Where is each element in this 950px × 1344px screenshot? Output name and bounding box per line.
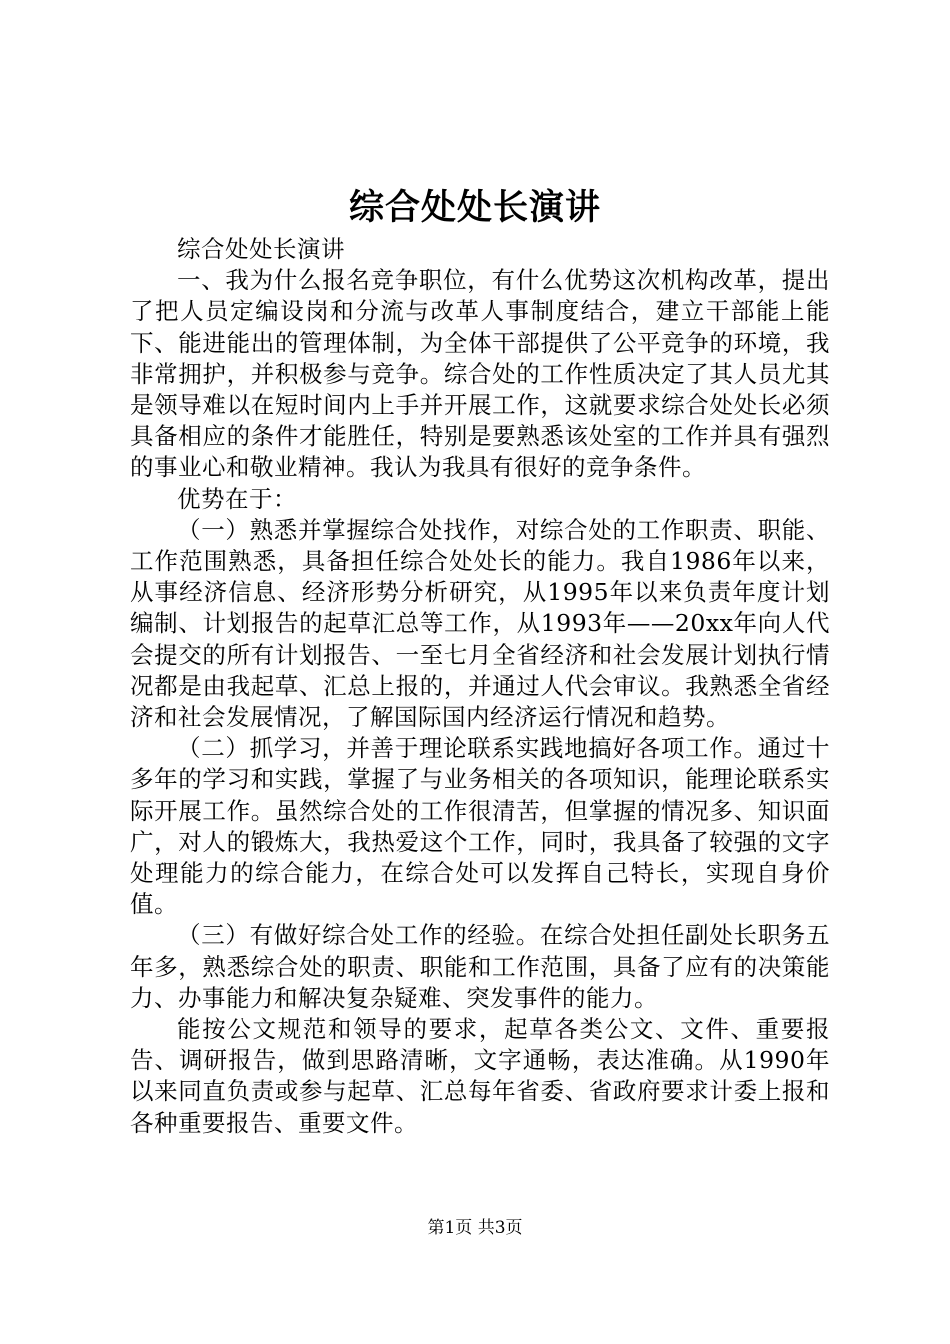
- paragraph-advantage-3: （三）有做好综合处工作的经验。在综合处担任副处长职务五年多，熟悉综合处的职责、职能和工作范围，具备了应有的决策能力、办事能力和解决复杂疑难、突发事件的能力。: [130, 921, 830, 1012]
- paragraph-subtitle: 综合处处长演讲: [177, 235, 345, 263]
- document-body: [130, 234, 830, 1139]
- page-footer: 第1页 共3页: [427, 1218, 523, 1238]
- paragraph-advantages-heading: 优势在于：: [177, 484, 297, 513]
- document-title: 综合处处长演讲: [348, 187, 601, 228]
- paragraph-advantage-2: （二）抓学习，并善于理论联系实践地搞好各项工作。通过十多年的学习和实践，掌握了与业务相关的各项知识，能理论联系实际开展工作。虽然综合处的工作很清苦，但掌握的情况多、知识面广，对人的锻炼大，我热爱这个工作，同时，我具备了较强的文字处理能力的综合能力，在综合处可以发挥自己特长，实现自身价值。: [130, 734, 830, 919]
- paragraph-drafting: 能按公文规范和领导的要求，起草各类公文、文件、重要报告、调研报告，做到思路清晰，文字通畅，表达准确。从1990年以来同直负责或参与起草、汇总每年省委、省政府要求计委上报和各种重要报告、重要文件。: [130, 1015, 830, 1137]
- paragraph-reason: 一、我为什么报名竞争职位，有什么优势这次机构改革，提出了把人员定编设岗和分流与改革人事制度结合，建立干部能上能下、能进能出的管理体制，为全体干部提供了公平竞争的环境，我非常拥护，并积极参与竞争。综合处的工作性质决定了其人员尤其是领导难以在短时间内上手并开展工作，这就要求综合处处长必须具备相应的条件才能胜任，特别是要熟悉该处室的工作并具有强烈的事业心和敬业精神。我认为我具有很好的竞争条件。: [130, 266, 830, 482]
- paragraph-advantage-1: （一）熟悉并掌握综合处找作，对综合处的工作职责、职能、工作范围熟悉，具备担任综合处处长的能力。我自1986年以来，从事经济信息、经济形势分析研究，从1995年以来负责年度计划编制、计划报告的起草汇总等工作，从1993年——20xx年向人代会提交的所有计划报告、一至七月全省经济和社会发展计划执行情况都是由我起草、汇总上报的，并通过人代会审议。我熟悉全省经济和社会发展情况，了解国际国内经济运行情况和趋势。: [130, 515, 830, 732]
